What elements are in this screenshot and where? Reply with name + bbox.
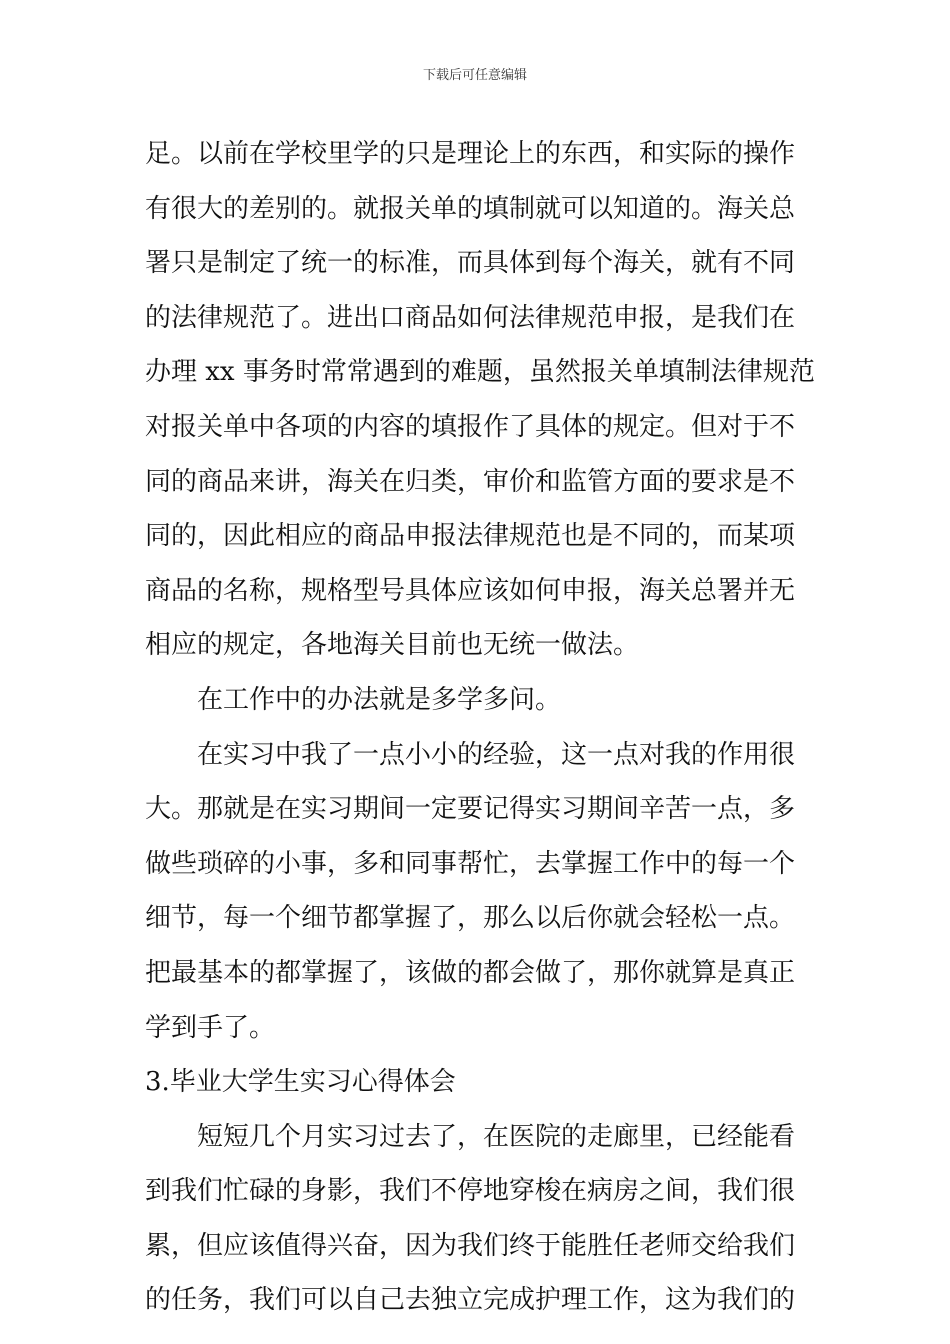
text-line: 相应的规定，各地海关目前也无统一做法。 [145,630,640,661]
text-line: 的法律规范了。进出口商品如何法律规范申报，是我们在 [145,302,796,333]
paragraph-line: 在实习中我了一点小小的经验，这一点对我的作用很 [197,739,796,770]
text-line: 累，但应该值得兴奋，因为我们终于能胜任老师交给我们 [145,1230,796,1261]
text-line: 同的商品来讲，海关在归类，审价和监管方面的要求是不 [145,466,796,497]
text-line: 署只是制定了统一的标准，而具体到每个海关，就有不同 [145,248,796,279]
text-line: 把最基本的都掌握了，该做的都会做了，那你就算是真正 [145,957,796,988]
text-line: 对报关单中各项的内容的填报作了具体的规定。但对于不 [145,411,796,442]
text-line: 办理 xx 事务时常常遇到的难题，虽然报关单填制法律规范 [145,357,815,388]
text-line: 商品的名称，规格型号具体应该如何申报，海关总署并无 [145,575,796,606]
page-header: 下载后可任意编辑 [422,68,527,83]
text-line: 的任务，我们可以自己去独立完成护理工作，这为我们的 [145,1285,796,1316]
paragraph-line: 在工作中的办法就是多学多问。 [197,684,562,715]
text-line: 到我们忙碌的身影，我们不停地穿梭在病房之间，我们很 [145,1176,796,1207]
text-line: 细节，每一个细节都掌握了，那么以后你就会轻松一点。 [145,903,796,934]
text-line: 足。以前在学校里学的只是理论上的东西，和实际的操作 [145,139,796,169]
text-line: 做些琐碎的小事，多和同事帮忙，去掌握工作中的每一个 [145,848,796,879]
section-heading: 3.毕业大学生实习心得体会 [145,1067,456,1098]
document-body [145,127,815,1328]
text-line: 同的，因此相应的商品申报法律规范也是不同的，而某项 [145,521,796,552]
paragraph-line: 短短几个月实习过去了，在医院的走廊里，已经能看 [197,1121,796,1152]
text-line: 学到手了。 [145,1012,276,1043]
text-line: 有很大的差别的。就报关单的填制就可以知道的。海关总 [145,193,796,224]
text-line: 大。那就是在实习期间一定要记得实习期间辛苦一点，多 [145,794,796,825]
